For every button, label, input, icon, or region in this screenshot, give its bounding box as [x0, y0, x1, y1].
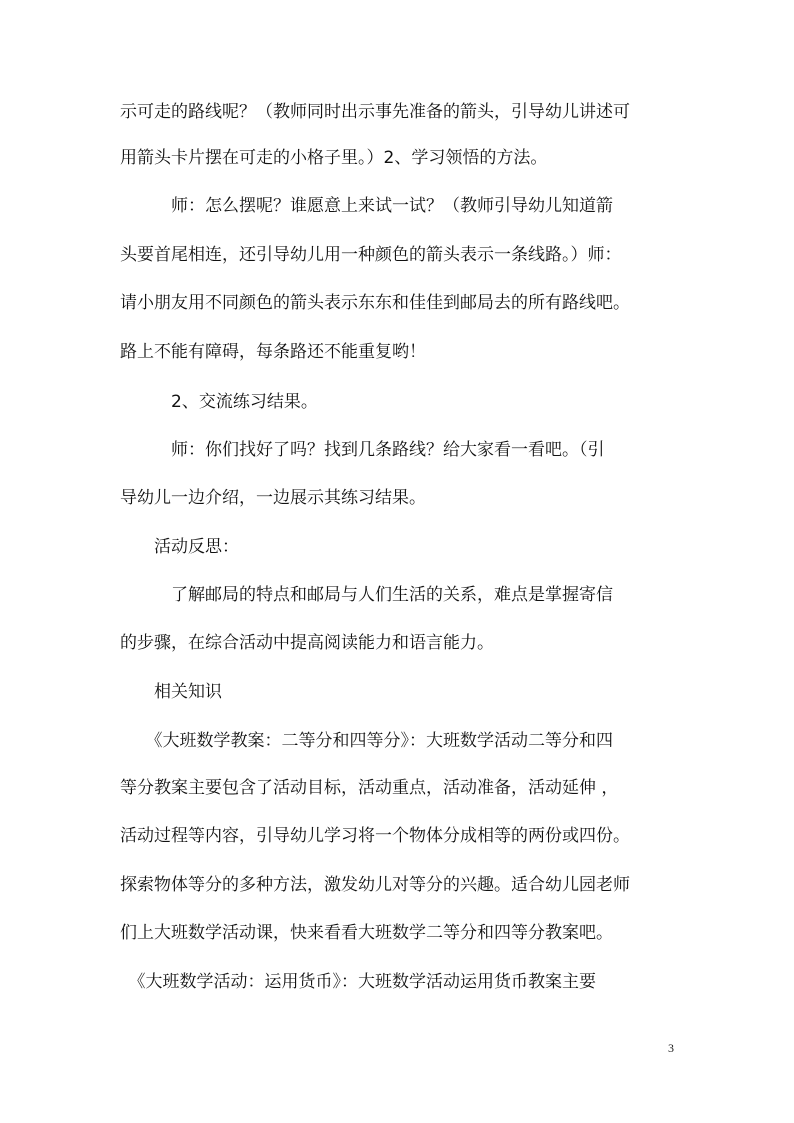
section-heading: 活动反思： [120, 537, 239, 557]
text-line: 导幼儿一边介绍，一边展示其练习结果。 [120, 488, 426, 508]
text-line: 《大班数学活动：运用货币》：大班数学活动运用货币教案主要 [120, 972, 596, 992]
text-line: 请小朋友用不同颜色的箭头表示东东和佳佳到邮局去的所有路线吧。 [120, 293, 630, 313]
text-line: 师：怎么摆呢？谁愿意上来试一试？（教师引导幼儿知道箭 [120, 196, 613, 216]
text-line: 们上大班数学活动课，快来看看大班数学二等分和四等分教案吧。 [120, 923, 613, 943]
text-line: 2、交流练习结果。 [120, 392, 318, 412]
section-heading: 相关知识 [120, 682, 222, 702]
page-number: 3 [668, 1041, 674, 1055]
text-line: 的步骤，在综合活动中提高阅读能力和语言能力。 [120, 633, 494, 653]
text-line: 了解邮局的特点和邮局与人们生活的关系，难点是掌握寄信 [120, 585, 613, 605]
text-line: 示可走的路线呢？（教师同时出示事先准备的箭头，引导幼儿讲述可 [120, 102, 630, 122]
text-line: 用箭头卡片摆在可走的小格子里。）2、学习领悟的方法。 [120, 148, 548, 168]
text-line: 《大班数学教案：二等分和四等分》：大班数学活动二等分和四 [120, 731, 613, 751]
text-line: 头要首尾相连，还引导幼儿用一种颜色的箭头表示一条线路。）师： [120, 245, 622, 265]
text-line: 等分教案主要包含了活动目标，活动重点，活动准备，活动延伸 ， [120, 778, 619, 798]
text-line: 活动过程等内容，引导幼儿学习将一个物体分成相等的两份或四份。 [120, 826, 630, 846]
text-line: 探索物体等分的多种方法，激发幼儿对等分的兴趣。适合幼儿园老师 [120, 875, 630, 895]
text-line: 师：你们找好了吗？找到几条路线？给大家看一看吧。（引 [120, 440, 605, 460]
text-line: 路上不能有障碍，每条路还不能重复哟！ [120, 342, 426, 362]
